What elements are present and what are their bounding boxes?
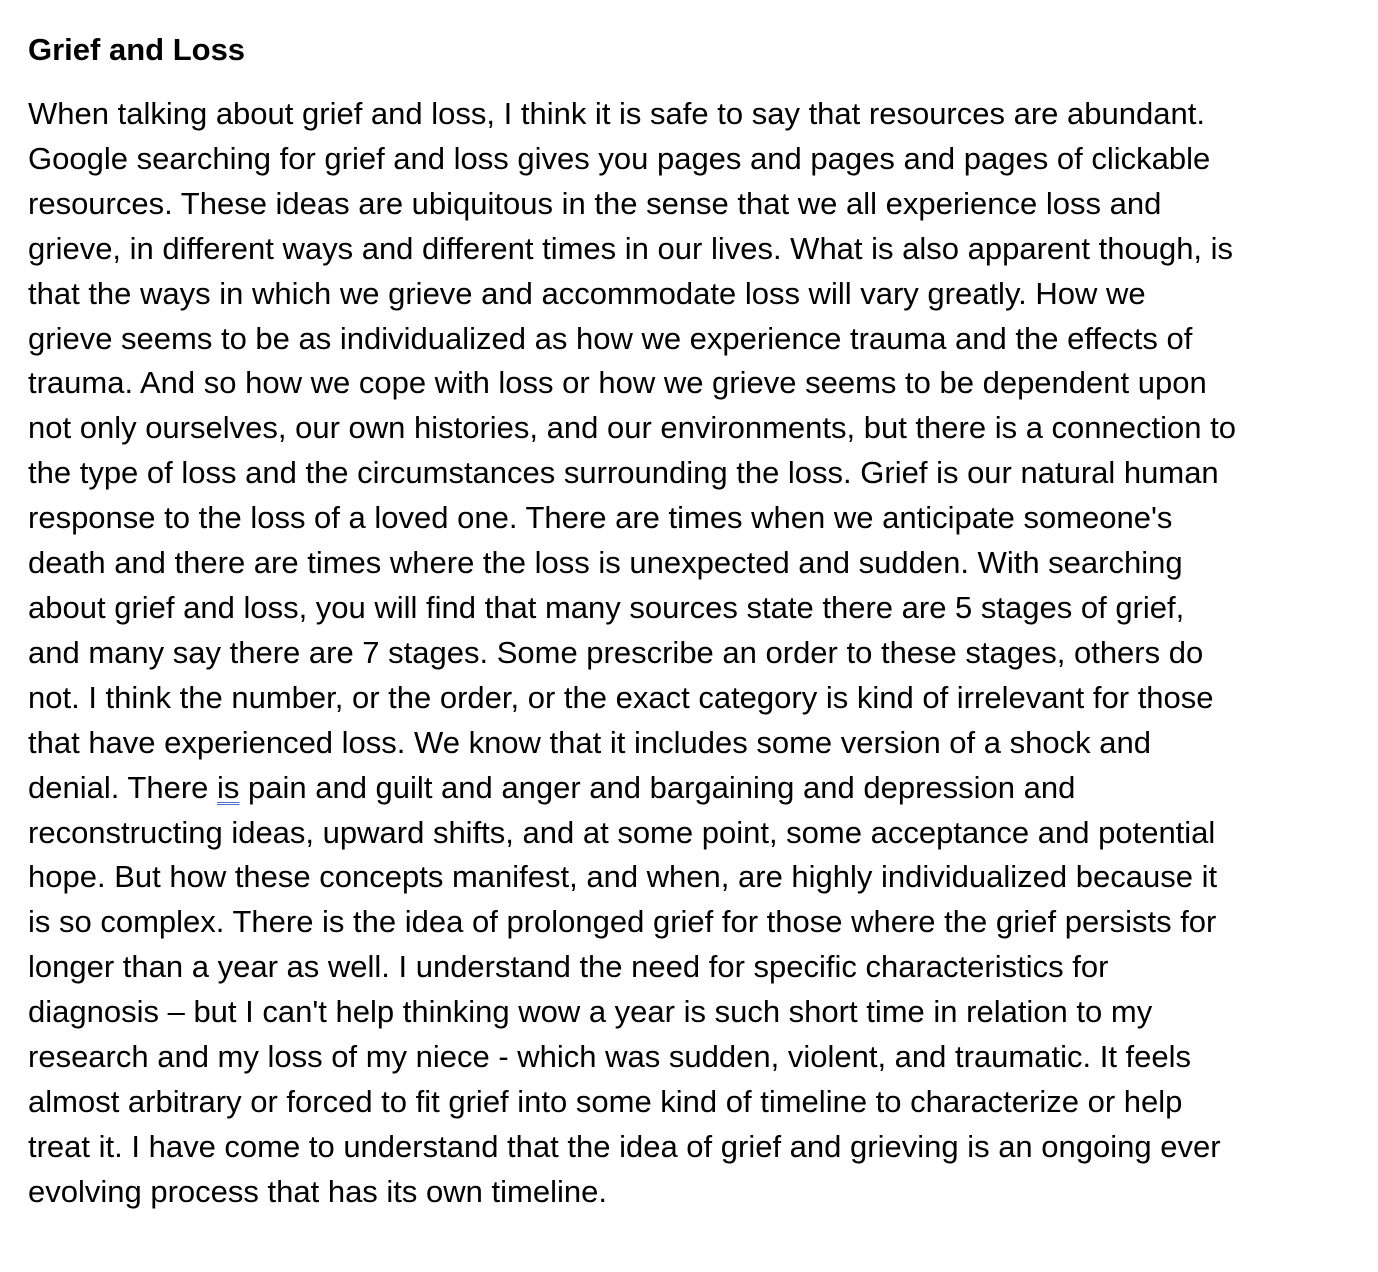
- text-line: the type of loss and the circumstances surrounding the loss. Grief is our natural human: [28, 455, 1219, 491]
- text-line: that the ways in which we grieve and accommodate loss will vary greatly. How we: [28, 275, 1146, 311]
- text-line: evolving process that has its own timeline.: [28, 1173, 607, 1209]
- text-line: longer than a year as well. I understand the need for specific characteristics for: [28, 949, 1109, 985]
- text-line: not only ourselves, our own histories, and our environments, but there is a connection to: [28, 410, 1236, 446]
- text-line: reconstructing ideas, upward shifts, and at some point, some acceptance and potential: [28, 814, 1216, 850]
- grammar-flagged-word[interactable]: is: [217, 769, 240, 805]
- text-line: not. I think the number, or the order, or the exact category is kind of irrelevant for those: [28, 679, 1214, 715]
- text-segment: denial. There: [28, 769, 217, 805]
- text-line: hope. But how these concepts manifest, and when, are highly individualized because it: [28, 859, 1218, 895]
- text-line: grieve, in different ways and different times in our lives. What is also apparent though, is: [28, 230, 1234, 266]
- text-line: response to the loss of a loved one. There are times when we anticipate someone's: [28, 500, 1173, 536]
- text-line: Google searching for grief and loss gives you pages and pages and pages of clickable: [28, 140, 1211, 176]
- text-line: that have experienced loss. We know that it includes some version of a shock and: [28, 724, 1151, 760]
- text-line: death and there are times where the loss is unexpected and sudden. With searching: [28, 545, 1183, 581]
- text-line: diagnosis – but I can't help thinking wow a year is such short time in relation to my: [28, 994, 1153, 1030]
- text-line: almost arbitrary or forced to fit grief into some kind of timeline to characterize or help: [28, 1083, 1183, 1119]
- document: [28, 28, 1348, 1215]
- text-line: is so complex. There is the idea of prolonged grief for those where the grief persists for: [28, 904, 1217, 940]
- text-line: and many say there are 7 stages. Some prescribe an order to these stages, others do: [28, 634, 1204, 670]
- text-line: research and my loss of my niece - which was sudden, violent, and traumatic. It feels: [28, 1039, 1192, 1075]
- text-line-with-flag: [28, 766, 1348, 811]
- document-title: Grief and Loss: [28, 32, 246, 67]
- text-line: resources. These ideas are ubiquitous in the sense that we all experience loss and: [28, 185, 1162, 221]
- text-line: When talking about grief and loss, I think it is safe to say that resources are abundant.: [28, 96, 1205, 131]
- text-line: about grief and loss, you will find that many sources state there are 5 stages of grief,: [28, 589, 1185, 625]
- text-line: treat it. I have come to understand that the idea of grief and grieving is an ongoing ever: [28, 1128, 1221, 1164]
- text-line: trauma. And so how we cope with loss or how we grieve seems to be dependent upon: [28, 365, 1207, 401]
- text-segment: pain and guilt and anger and bargaining and depression and: [239, 769, 1076, 805]
- text-line: grieve seems to be as individualized as how we experience trauma and the effects of: [28, 320, 1193, 356]
- document-body[interactable]: [28, 92, 1348, 1215]
